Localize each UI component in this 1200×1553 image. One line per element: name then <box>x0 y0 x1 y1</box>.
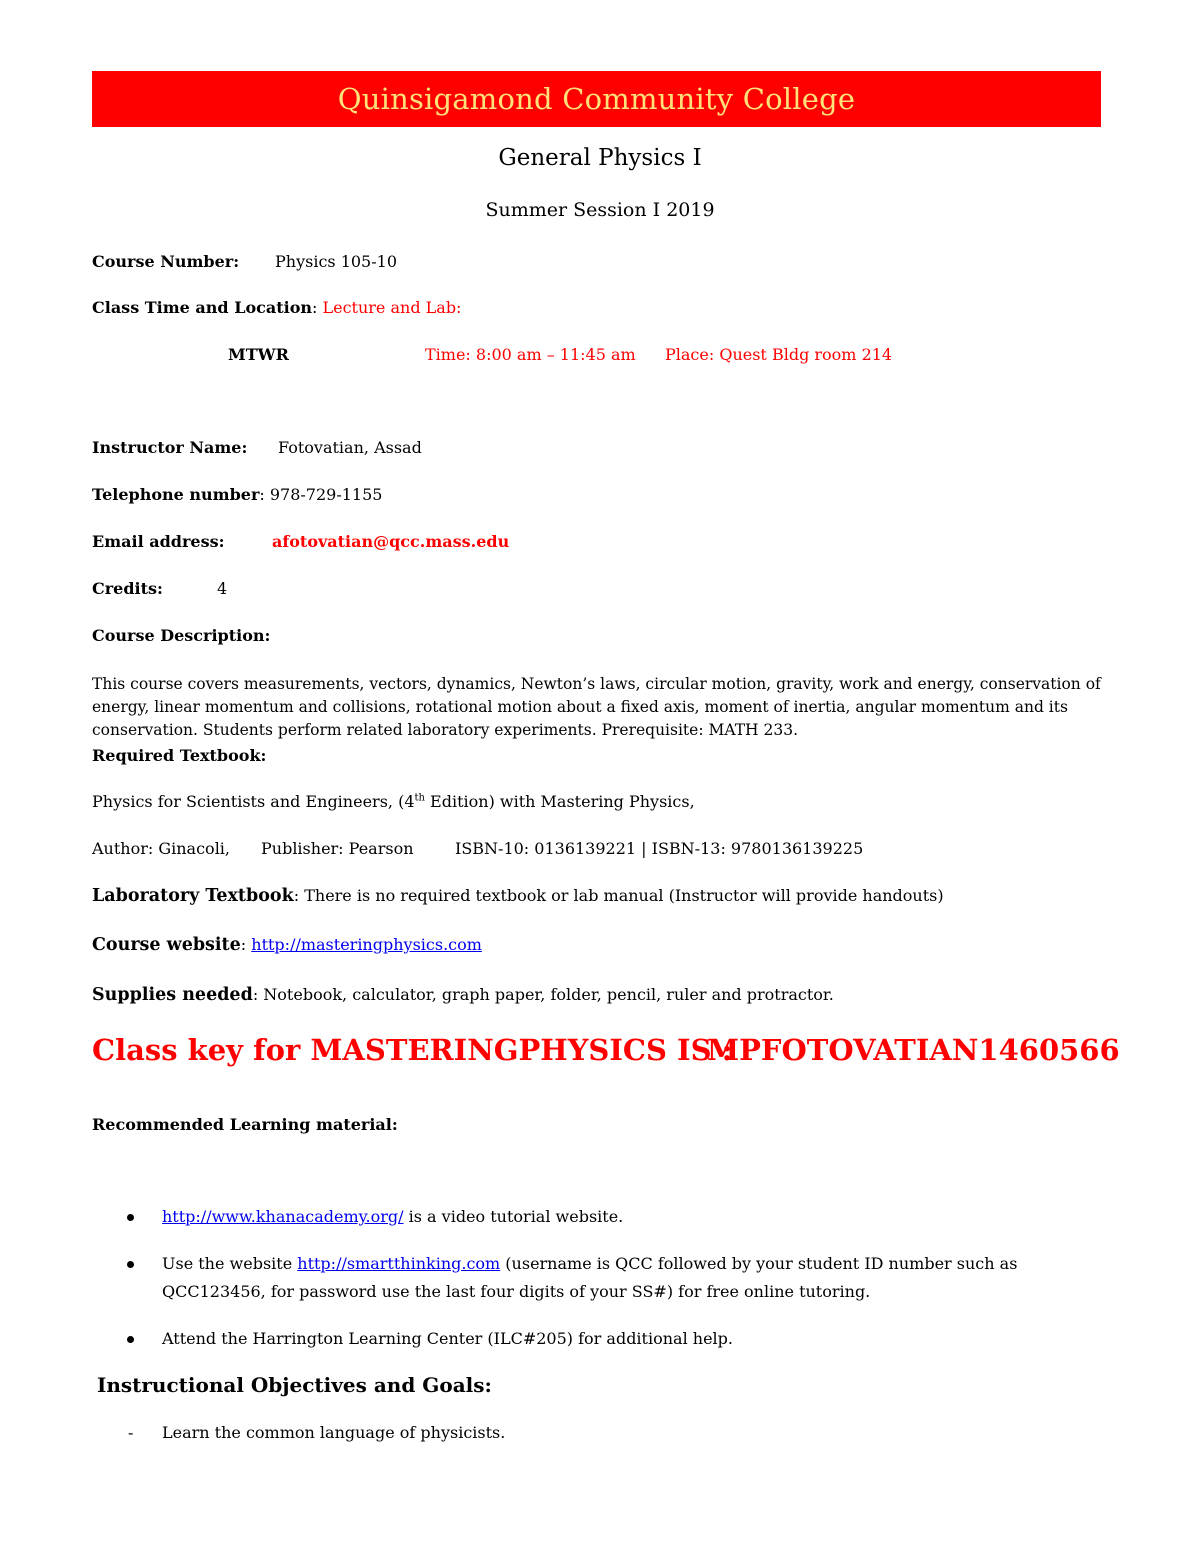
recommended-item-1-text: is a video tutorial website. <box>403 1207 624 1226</box>
lab-textbook-text: : There is no required textbook or lab manual (Instructor will provide handouts) <box>293 886 944 905</box>
textbook-title-pre: Physics for Scientists and Engineers, (4 <box>92 792 415 811</box>
textbook-title-post: Edition) with Mastering Physics, <box>424 792 695 811</box>
objective-item-1: Learn the common language of physicists. <box>162 1423 506 1442</box>
class-time-colon: : <box>312 298 318 317</box>
class-time: Time: 8:00 am – 11:45 am <box>425 345 636 364</box>
class-type: Lecture and Lab: <box>322 298 462 317</box>
course-website-colon: : <box>240 935 252 954</box>
supplies-text: : Notebook, calculator, graph paper, folder, pencil, ruler and protractor. <box>252 985 834 1004</box>
class-place: Place: Quest Bldg room 214 <box>665 345 893 364</box>
objective-dash: - <box>128 1423 134 1442</box>
instructor-value: Fotovatian, Assad <box>278 438 422 457</box>
college-name: Quinsigamond Community College <box>337 82 856 116</box>
telephone-label: Telephone number <box>92 485 260 504</box>
class-time-label: Class Time and Location <box>92 298 312 317</box>
class-key-value: MPFOTOVATIAN1460566 <box>707 1033 1120 1067</box>
recommended-item-2-pre: Use the website <box>162 1254 298 1273</box>
class-days: MTWR <box>228 345 289 364</box>
telephone-row <box>92 485 382 504</box>
email-value[interactable]: afotovatian@qcc.mass.edu <box>272 532 510 551</box>
bullet-icon <box>127 1261 134 1268</box>
supplies-label: Supplies needed <box>92 985 253 1005</box>
credits-value: 4 <box>217 579 228 598</box>
class-time-row <box>92 298 461 317</box>
instructor-label: Instructor Name: <box>92 438 248 457</box>
khanacademy-link[interactable]: http://www.khanacademy.org/ <box>162 1207 404 1226</box>
supplies-row <box>92 985 834 1005</box>
email-label: Email address: <box>92 532 225 551</box>
recommended-item-3: Attend the Harrington Learning Center (ILC#205) for additional help. <box>162 1329 733 1348</box>
telephone-colon: : <box>259 485 265 504</box>
recommended-item-2-line2: QCC123456, for password use the last four digits of your SS#) for free online tutoring. <box>162 1282 871 1301</box>
recommended-item-1 <box>162 1207 623 1226</box>
textbook-publisher: Publisher: Pearson <box>261 839 414 858</box>
textbook-title-sup: th <box>414 792 425 804</box>
bullet-icon <box>127 1214 134 1221</box>
credits-label: Credits: <box>92 579 163 598</box>
course-website-label: Course website <box>92 935 241 955</box>
description-text: This course covers measurements, vectors, dynamics, Newton’s laws, circular motion, gravity, work and energy, conservation of energy, linear momentum and collisions, rotational motion about a fixed axis, moment of inertia, angular momentum and its conservation. Students perform related laboratory experiments. Prerequisite: MATH 233. <box>92 675 1101 739</box>
course-website-row <box>92 935 482 955</box>
lab-textbook-row <box>92 886 944 906</box>
recommended-label: Recommended Learning material: <box>92 1115 398 1134</box>
lab-textbook-label: Laboratory Textbook <box>92 886 294 906</box>
textbook-title <box>92 792 695 811</box>
course-title: General Physics I <box>498 145 702 171</box>
college-banner <box>92 71 1101 127</box>
class-key-text: Class key for MASTERINGPHYSICS IS : <box>92 1033 733 1067</box>
objectives-title: Instructional Objectives and Goals: <box>97 1373 492 1397</box>
course-number-label: Course Number: <box>92 252 240 271</box>
telephone-value: 978-729-1155 <box>269 485 383 504</box>
course-number-value: Physics 105-10 <box>275 252 397 271</box>
description-label: Course Description: <box>92 626 271 645</box>
textbook-label: Required Textbook: <box>92 746 267 765</box>
textbook-author: Author: Ginacoli, <box>92 839 231 858</box>
textbook-isbn: ISBN-10: 0136139221 | ISBN-13: 9780136139225 <box>455 839 864 858</box>
recommended-item-2-post: (username is QCC followed by your student ID number such as <box>500 1254 1018 1273</box>
course-website-link[interactable]: http://masteringphysics.com <box>251 935 482 954</box>
session-title: Summer Session I 2019 <box>485 199 715 221</box>
bullet-icon <box>127 1336 134 1343</box>
recommended-item-2 <box>162 1254 1017 1273</box>
smartthinking-link[interactable]: http://smartthinking.com <box>297 1254 501 1273</box>
